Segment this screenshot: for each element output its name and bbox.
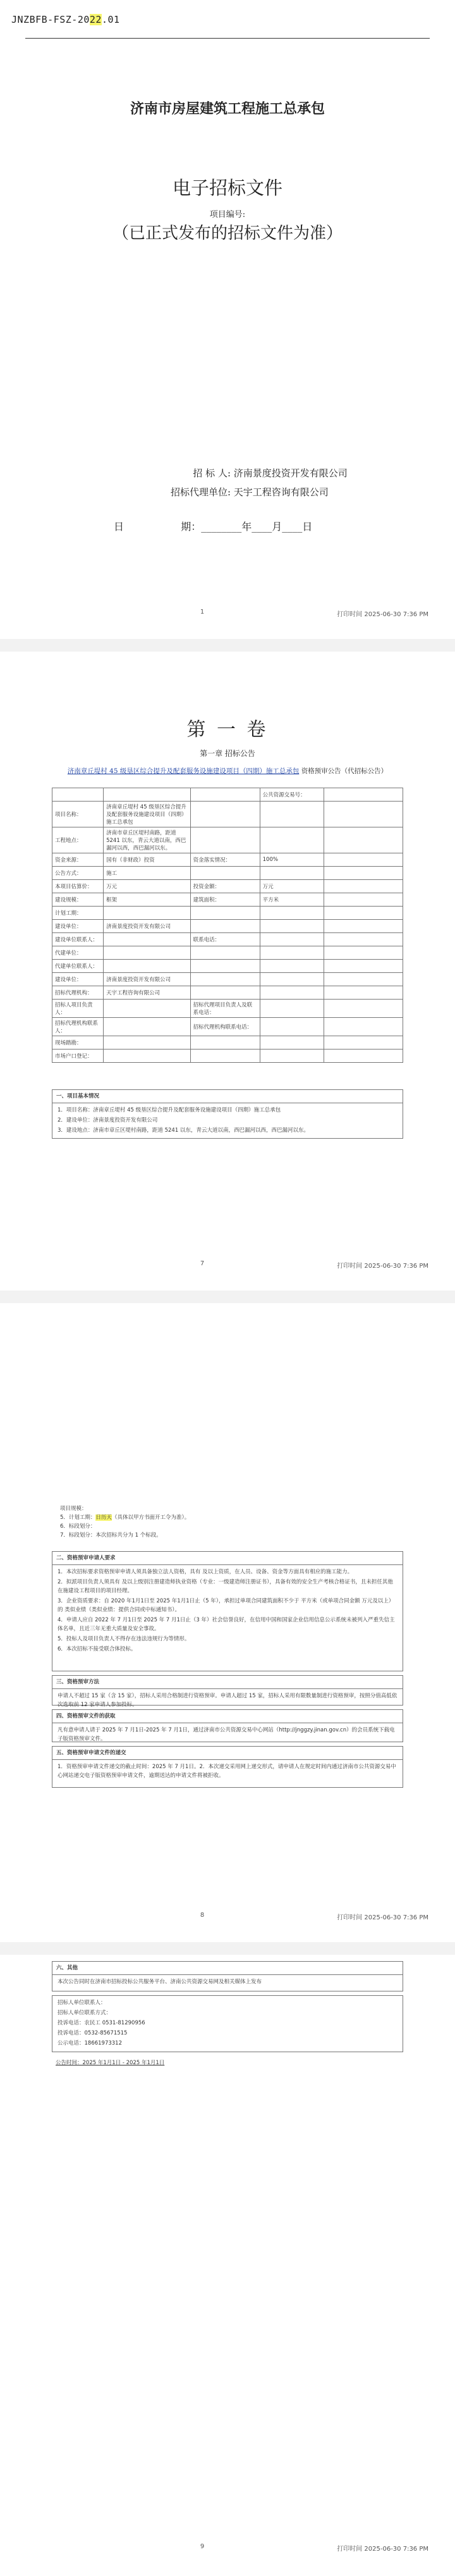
contact-line: 公示电话：18661973312 [58,2040,122,2047]
table-row [52,973,403,986]
table-value-cell: 万元 [260,880,324,893]
volume-title: 第 一 卷 [186,719,269,741]
prequal-doc-heading: 四、资格预审文件的获取 [52,1710,403,1723]
chapter-title: 第一章 招标公告 [200,749,255,758]
table-key-cell: 公告方式： [52,867,104,880]
table-value-cell: 万元 [104,880,191,893]
contact-line: 招标人单位联系方式： [58,2010,112,2016]
table-key-cell: 代建单位： [52,946,104,960]
table-row [52,867,403,880]
contact-line: 投诉电话：0532-85671515 [58,2030,128,2036]
table-value-cell: 建筑面积： [190,893,260,907]
table-value-cell [190,973,260,986]
table-value-cell [104,1018,191,1036]
table-row [52,1036,403,1050]
table-value-cell [260,920,324,933]
table-value-cell [260,867,324,880]
table-value-cell: 济南章丘堤村 45 级垦区综合提升及配套服务设施建设项目（四期）施工总承包 [104,802,191,827]
table-key-cell: 本项目估算价： [52,880,104,893]
box-line: 3．建设地点：济南市章丘区堤村南路，距道 5241 以东，青云大道以南，西巴漏河以西，西巴漏河以东。 [58,1127,309,1134]
table-value-cell [324,907,403,920]
table-value-cell: 天宇工程咨询有限公司 [104,986,191,1000]
project-info-table [52,788,403,1063]
table-value-cell: 框架 [104,893,191,907]
contact-body [52,1996,403,2052]
table-value-cell [190,802,260,827]
table-value-cell: 100% [260,853,324,867]
table-value-cell [324,920,403,933]
table-value-cell [104,1000,191,1018]
table-row [52,1000,403,1018]
table-key-cell: 计划工期： [52,907,104,920]
table-value-cell [324,973,403,986]
box-body [52,1103,403,1139]
table-value-cell [324,960,403,973]
document-code: JNZBFB-FSZ-2022.01 [11,14,120,25]
box-line: 1．项目名称：济南章丘堤村 45 级垦区综合提升及配套服务设施建设项目（四期）施工总承包 [58,1107,281,1113]
table-value-cell [260,1050,324,1063]
table-value-cell [104,788,191,802]
submission-box [52,1746,403,1788]
announcement-project-name: 济南章丘堤村 45 级垦区综合提升及配套服务设施建设项目（四期）施工总承包 [67,767,300,775]
contact-box [52,1995,403,2052]
requirement-line: 6．本次招标不接受联合体投标。 [58,1646,136,1652]
table-value-cell: 济南景度投资开发有限公司 [104,920,191,933]
table-value-cell: 招标代理项目负责人及联系电话： [190,1000,260,1018]
print-time: 打印时间 2025-06-30 7:36 PM [337,2546,428,2553]
table-value-cell [260,1000,324,1018]
table-key-cell: 市场户口登记： [52,1050,104,1063]
prequal-doc-box [52,1709,403,1742]
tenderer-value: 济南景度投资开发有限公司 [233,468,348,479]
other-heading: 六、其他 [52,1962,403,1975]
project-scale-block [60,1504,401,1540]
table-value-cell [260,802,324,827]
table-value-cell [324,946,403,960]
table-value-cell [190,827,260,853]
table-value-cell [260,1018,324,1036]
requirement-line: 3．企业资质要求：自 2020 年1月1日至 2025 年1月1日止（5 年），承担过单项合同建筑面积不少于 平方米（或单项合同金额 万元及以上）的 类似业绩（类似业绩：提供合同或中标通知书）。 [58,1598,394,1613]
requirement-line: 1．本次招标要求资格预审申请人须具备独立法人资格，具有 及以上资质，在人员、设备、资金等方面具有相应的施工能力。 [58,1569,353,1575]
table-value-cell [190,867,260,880]
table-value-cell [190,907,260,920]
table-key-cell [52,788,104,802]
table-value-cell [190,986,260,1000]
announcement-title [44,766,411,776]
table-value-cell: 济南市章丘区堤村南路，距道 5241 以东，青云大道以南，西巴漏河以西，西巴漏河以东。 [104,827,191,853]
contact-line: 招标人单位联系人： [58,2000,106,2006]
table-value-cell [260,933,324,946]
table-value-cell [324,1000,403,1018]
table-value-cell: 公共资源交易号： [260,788,324,802]
table-row [52,960,403,973]
table-key-cell: 招标代理机构： [52,986,104,1000]
table-value-cell [260,1036,324,1050]
table-row [52,933,403,946]
table-value-cell [104,946,191,960]
table-row [52,907,403,920]
print-time: 打印时间 2025-06-30 7:36 PM [337,1263,428,1270]
publish-line: 公告时间：2025 年1月1日 - 2025 年1月1日 [56,2060,165,2066]
table-value-cell [104,960,191,973]
table-value-cell [324,1050,403,1063]
document-page-2 [0,652,455,1291]
table-value-cell [260,986,324,1000]
table-row [52,1050,403,1063]
table-key-cell: 资金来源： [52,853,104,867]
page-number: 1 [200,609,205,616]
table-value-cell [260,960,324,973]
table-value-cell: 平方米 [260,893,324,907]
header-rule [25,38,430,39]
table-row [52,1018,403,1036]
document-page-4 [0,1955,455,2576]
date-row [114,519,312,533]
table-value-cell [324,986,403,1000]
box-heading: 一、项目基本情况 [52,1090,403,1103]
table-value-cell [324,1036,403,1050]
print-time: 打印时间 2025-06-30 7:36 PM [337,1914,428,1921]
agent-row [142,485,329,498]
table-row [52,893,403,907]
table-value-cell [104,1050,191,1063]
announcement-subheading: 资格预审公告（代招标公告） [301,767,388,775]
document-page-3 [0,1303,455,1942]
table-value-cell [260,907,324,920]
requirement-line: 4．申请人应自 2022 年 7 月1日至 2025 年 7 月1日止（3 年）社会信誉良好，在信用中国和国家企业信用信息公示系统未被列入严重失信主体名单，且近三年无重大质量及安全事故。 [58,1617,395,1632]
table-value-cell [324,853,403,867]
table-value-cell [324,802,403,827]
table-value-cell [260,946,324,960]
section-division-line: 6．标段划分： [60,1523,96,1530]
table-key-cell: 现场踏勘： [52,1036,104,1050]
qualification-body [52,1565,403,1657]
agent-label: 招标代理单位: [170,486,231,498]
table-row [52,986,403,1000]
contact-line: 投诉电话：农民工 0531-81290956 [58,2020,145,2026]
table-value-cell [104,907,191,920]
project-scale-line: 项目规模： [60,1506,87,1512]
table-value-cell [260,827,324,853]
document-page-1 [0,0,455,639]
page-number: 7 [200,1260,205,1267]
document-title: 济南市房屋建筑工程施工总承包 [130,101,325,117]
table-value-cell: 国有（非财政）投资 [104,853,191,867]
submission-heading: 五、资格预审申请文件的递交 [52,1747,403,1760]
table-value-cell [324,1018,403,1036]
table-row [52,920,403,933]
table-value-cell [324,867,403,880]
tenderer-label: 招 标 人: [193,468,231,479]
table-value-cell: 资金落实情况： [190,853,260,867]
planned-duration-line: 5．计划工期：日历天（具体以甲方书面开工令为准）。 [60,1514,190,1521]
qualification-requirements-box [52,1551,403,1671]
requirement-line: 5．投标人及项目负责人不得存在违法违规行为等情形。 [58,1636,190,1642]
big-title: 电子招标文件 [172,177,282,199]
agent-value: 天宇工程咨询有限公司 [233,486,329,498]
table-value-cell [324,893,403,907]
tenderer-row [142,466,348,480]
prequal-method-text: 申请人不超过 15 家（含 15 家），招标人采用合格制进行资格预审。申请人超过 15 家，招标人采用有限数量制进行资格预审，按照分值高低依次选取前 12 家申请人参加投标。 [58,1693,397,1708]
table-value-cell [260,973,324,986]
table-value-cell [190,946,260,960]
table-value-cell [190,1050,260,1063]
page-number: 9 [200,2543,205,2550]
page-number: 8 [200,1912,205,1919]
table-value-cell [190,920,260,933]
table-key-cell: 建设单位联系人： [52,933,104,946]
prequal-method-heading: 三、资格预审方法 [52,1676,403,1689]
table-value-cell [324,880,403,893]
table-row [52,827,403,853]
table-key-cell: 招标人项目负责人： [52,1000,104,1018]
table-row [52,802,403,827]
date-label: 日 [114,521,124,533]
table-row [52,946,403,960]
table-value-cell [324,827,403,853]
project-basic-info-box [52,1089,403,1139]
qualification-heading: 二、资格预审申请人要求 [52,1552,403,1565]
table-row [52,880,403,893]
section-count-line: 7．标段划分：本次招标共分为 1 个标段。 [60,1532,162,1539]
table-value-cell: 投资金额： [190,880,260,893]
requirement-line: 2．拟派项目负责人须具有 及以上级别注册建造师执业资格（专业：一级建造师注册证书），具备有效的安全生产考核合格证书，且未担任其他在施建设工程项目的项目经理。 [58,1579,393,1594]
project-number-label: 项目编号: [209,210,246,220]
table-key-cell: 建设单位： [52,920,104,933]
table-key-cell: 招标代理机构联系人： [52,1018,104,1036]
table-value-cell [324,933,403,946]
table-key-cell: 工程地点： [52,827,104,853]
box-line: 2．建设单位：济南景度投资开发有限公司 [58,1117,158,1124]
print-time: 打印时间 2025-06-30 7:36 PM [337,611,428,618]
table-row [52,853,403,867]
table-key-cell: 建设单位： [52,973,104,986]
table-key-cell: 项目名称： [52,802,104,827]
table-value-cell [104,1036,191,1050]
table-value-cell [190,1036,260,1050]
table-value-cell: 济南景度投资开发有限公司 [104,973,191,986]
table-row [52,788,403,802]
table-value-cell: 招标代理机构联系电话： [190,1018,260,1036]
subtitle: （已正式发布的招标文件为准） [112,224,343,243]
other-box [52,1961,403,1991]
prequal-doc-text: 凡有意申请人请于 2025 年 7 月1日-2025 年 7 月1日，通过济南市公共资源交易中心网站（http://jnggzy.jinan.gov.cn）的会员系统下载电子版资格预审文件。 [58,1727,395,1742]
table-value-cell [190,960,260,973]
table-key-cell: 代建单位联系人： [52,960,104,973]
date-value: 期：________年____月____日 [181,521,313,533]
prequal-method-box [52,1675,403,1706]
table-value-cell [104,933,191,946]
table-key-cell: 建设规模： [52,893,104,907]
table-value-cell: 联系电话： [190,933,260,946]
other-text: 本次公告同时在济南市招标投标公共服务平台、济南公共资源交易网及相关媒体上发布 [58,1979,262,1985]
table-value-cell: 施工 [104,867,191,880]
submission-text: 1．资格预审申请文件递交的截止时间：2025 年 7 月1日。2．本次递交采用网上递交形式，请申请人在规定时间内通过济南市公共资源交易中心网站递交电子版资格预审申请文件，逾期送达的申请文件将被拒收。 [58,1764,396,1779]
table-value-cell [324,788,403,802]
table-value-cell [190,788,260,802]
